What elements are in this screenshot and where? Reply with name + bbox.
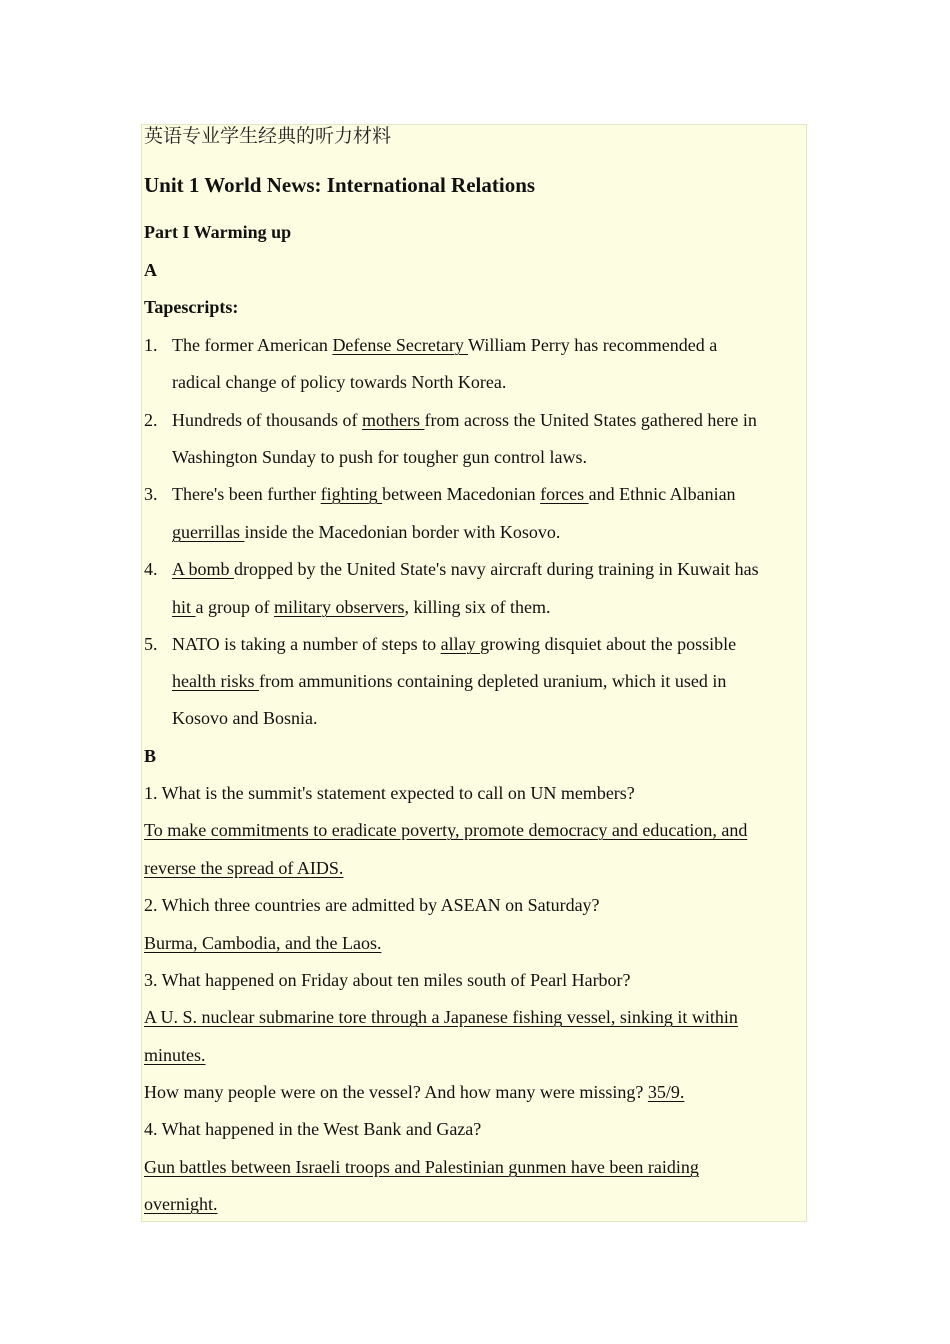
list-item: There's been further fighting between Macedonian forces and Ethnic Albanian <box>172 484 736 504</box>
list-item-continuation: Kosovo and Bosnia. <box>172 708 318 728</box>
answer-4-line-2: overnight. <box>144 1194 218 1214</box>
list-item: Hundreds of thousands of mothers from across the United States gathered here in <box>172 410 757 430</box>
list-item: The former American Defense Secretary William Perry has recommended a <box>172 335 718 355</box>
list-item-continuation: radical change of policy towards North Korea. <box>172 372 507 392</box>
list-item-continuation: Washington Sunday to push for tougher gun control laws. <box>172 447 588 467</box>
question-3: 3. What happened on Friday about ten miles south of Pearl Harbor? <box>144 970 631 990</box>
section-a-heading: A <box>144 260 157 280</box>
question-2: 2. Which three countries are admitted by ASEAN on Saturday? <box>144 895 600 915</box>
question-3-followup: How many people were on the vessel? And how many were missing? 35/9. <box>144 1082 685 1102</box>
answer-2: Burma, Cambodia, and the Laos. <box>144 933 382 953</box>
list-item-continuation: health risks from ammunitions containing depleted uranium, which it used in <box>172 671 727 691</box>
unit-title: Unit 1 World News: International Relations <box>144 173 536 197</box>
question-1: 1. What is the summit's statement expected to call on UN members? <box>144 783 635 803</box>
answer-3-line-1: A U. S. nuclear submarine tore through a Japanese fishing vessel, sinking it within <box>144 1007 738 1027</box>
list-item: A bomb dropped by the United State's navy aircraft during training in Kuwait has <box>172 559 759 579</box>
item-number: 3. <box>144 484 158 504</box>
item-number: 4. <box>144 559 158 579</box>
item-number: 2. <box>144 410 158 430</box>
tapescripts-label: Tapescripts: <box>144 297 239 317</box>
section-b-heading: B <box>144 746 157 766</box>
list-item: NATO is taking a number of steps to allay growing disquiet about the possible <box>172 634 737 654</box>
question-4: 4. What happened in the West Bank and Gaza? <box>144 1119 482 1139</box>
item-number: 1. <box>144 335 158 355</box>
part-title: Part I Warming up <box>144 222 292 242</box>
list-item-continuation: guerrillas inside the Macedonian border with Kosovo. <box>172 522 561 542</box>
answer-1-line-2: reverse the spread of AIDS. <box>144 858 344 878</box>
page-title-chinese: 英语专业学生经典的听力材料 <box>144 125 392 147</box>
answer-3-line-2: minutes. <box>144 1045 206 1065</box>
answer-3-followup: 35/9. <box>647 1082 685 1102</box>
answer-4-line-1: Gun battles between Israeli troops and Palestinian gunmen have been raiding <box>144 1157 699 1177</box>
answer-1-line-1: To make commitments to eradicate poverty, promote democracy and education, and <box>144 820 748 840</box>
item-number: 5. <box>144 634 158 654</box>
list-item-continuation: hit a group of military observers, killing six of them. <box>172 597 551 617</box>
